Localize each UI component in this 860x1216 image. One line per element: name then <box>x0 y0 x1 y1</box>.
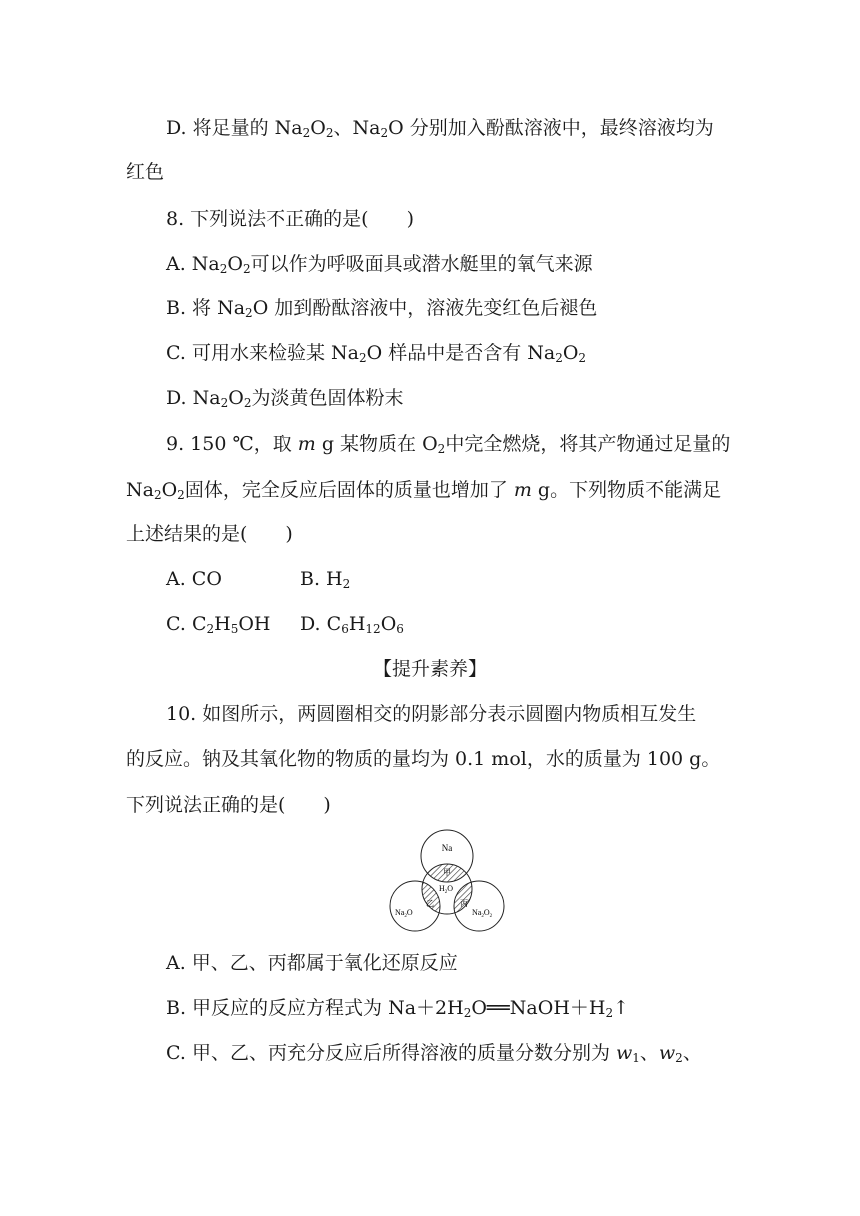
reaction-venn-diagram <box>384 826 510 932</box>
q10-option-a: A. 甲、乙、丙都属于氧化还原反应 <box>166 952 458 974</box>
label-na2o: $Na_2O$ <box>395 908 413 919</box>
q8-option-c: C. 可用水来检验某 $Na_2O$ 样品中是否含有 $Na_2O_2$ <box>166 342 587 365</box>
q7-option-d: D. 将足量的 $Na_2O_2$、$Na_2O$ 分别加入酚酞溶液中，最终溶液均为 <box>166 117 714 140</box>
section-heading: 【提升素养】 <box>372 658 487 680</box>
q9-option-a: A. CO <box>166 568 222 590</box>
q8-option-a: A. $Na_2O_2$可以作为呼吸面具或潜水艇里的氧气来源 <box>166 253 593 276</box>
q8-option-b: B. 将 $Na_2O$ 加到酚酞溶液中，溶液先变红色后褪色 <box>166 297 598 320</box>
q9-option-c: C. $C_2H_5OH$ <box>166 613 271 636</box>
label-na: Na <box>441 843 453 853</box>
q9-option-d: D. $C_6H_{12}O_6$ <box>300 613 404 636</box>
q10-option-c: C. 甲、乙、丙充分反应后所得溶液的质量分数分别为 $w_1$、$w_2$、 <box>166 1042 702 1065</box>
q9-stem-line3: 上述结果的是( ) <box>126 523 293 545</box>
q10-stem-line2: 的反应。钠及其氧化物的物质的量均为 0.1 mol，水的质量为 100 g。 <box>126 748 721 770</box>
q7-option-d-cont: 红色 <box>126 161 165 183</box>
label-na2o2: $Na_2O_2$ <box>472 908 493 919</box>
q10-stem-line1: 10. 如图所示，两圆圈相交的阴影部分表示圆圈内物质相互发生 <box>166 703 697 725</box>
q9-option-b: B. $H_2$ <box>300 568 351 591</box>
q8-option-d: D. $Na_2O_2$为淡黄色固体粉末 <box>166 387 404 410</box>
q9-stem-line1: 9. 150 ℃，取 m g 某物质在 $O_2$中完全燃烧，将其产物通过足量的 <box>166 433 731 456</box>
label-bing: 丙 <box>460 899 468 908</box>
q8-stem: 8. 下列说法不正确的是( ) <box>166 208 414 230</box>
q10-option-b: B. 甲反应的反应方程式为 $Na+2H_2O══NaOH+H_2↑$ <box>166 997 630 1020</box>
label-h2o: $H_2O$ <box>439 884 454 895</box>
q10-stem-line3: 下列说法正确的是( ) <box>126 794 331 816</box>
label-jia: 甲 <box>443 868 451 877</box>
q9-stem-line2: $Na_2O_2$固体，完全反应后固体的质量也增加了 m g。下列物质不能满足 <box>126 479 722 502</box>
label-yi: 乙 <box>426 899 434 908</box>
